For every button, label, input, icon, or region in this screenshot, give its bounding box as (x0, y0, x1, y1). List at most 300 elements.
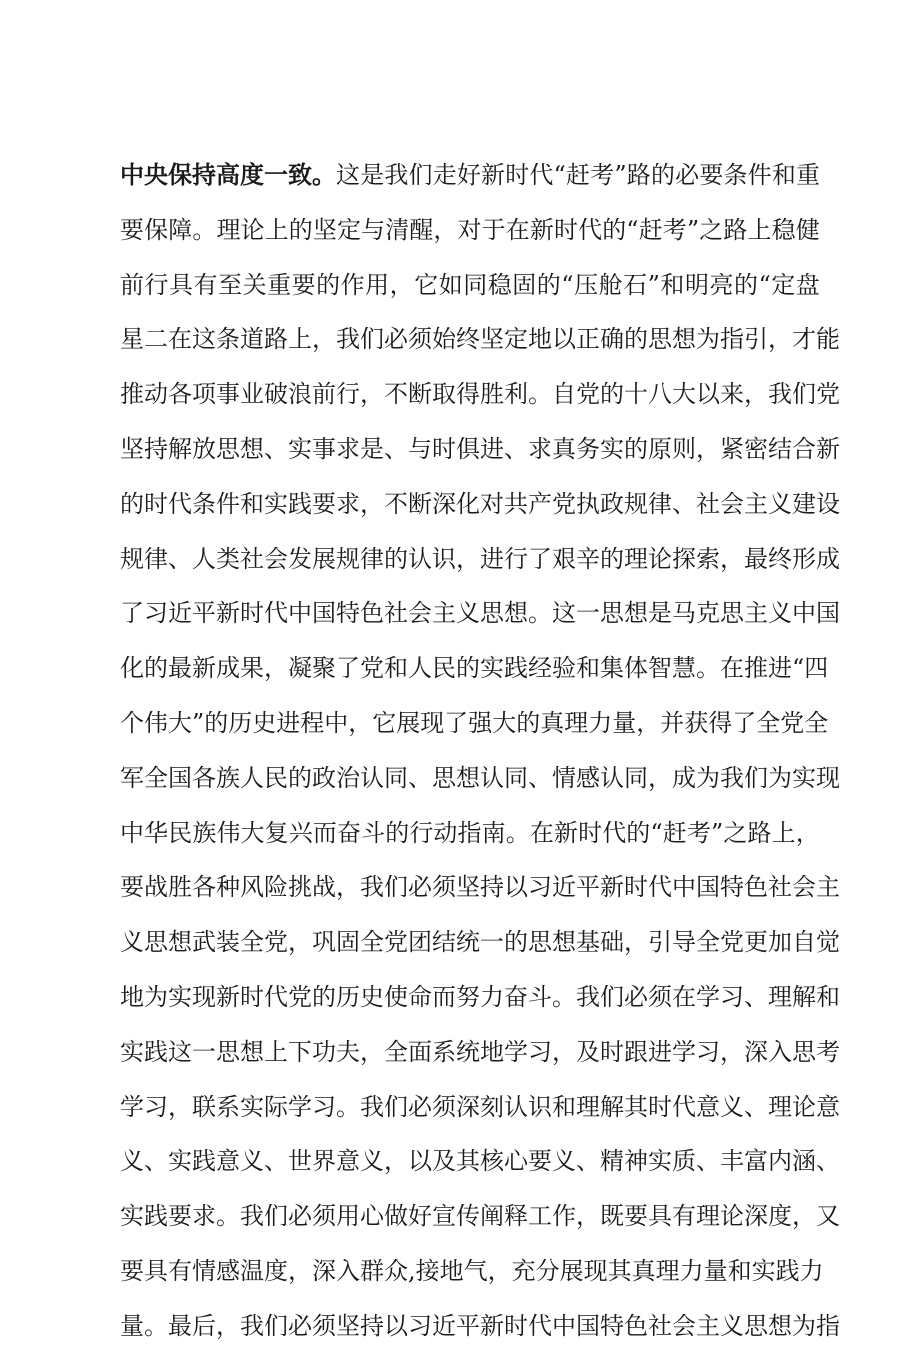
glyph: 慧 (672, 654, 696, 683)
glyph: 众 (384, 1256, 408, 1285)
glyph: 成 (216, 654, 240, 683)
text-line (120, 751, 840, 806)
glyph: 中 (324, 708, 349, 737)
glyph: 党 (360, 654, 384, 683)
glyph: 党 (264, 928, 288, 957)
text-line (120, 1299, 840, 1354)
glyph: 大 (672, 380, 696, 409)
glyph: 同 (624, 763, 648, 792)
glyph: 功 (312, 1037, 336, 1066)
glyph: 践 (192, 1147, 216, 1176)
glyph: 党 (816, 380, 840, 409)
glyph: 其 (456, 1147, 480, 1176)
glyph: 主 (816, 873, 840, 902)
glyph: 浪 (288, 380, 312, 409)
glyph: 社 (648, 1311, 672, 1340)
glyph: 刻 (480, 1092, 504, 1121)
glyph: 上 (264, 1037, 288, 1066)
glyph: 与 (361, 215, 386, 244)
glyph: 时 (240, 982, 264, 1011)
glyph: 感 (576, 763, 600, 792)
glyph: ， (216, 1311, 240, 1340)
glyph: 奋 (336, 818, 361, 847)
glyph: 解 (168, 434, 192, 463)
glyph: 社 (696, 489, 720, 518)
glyph: 践 (288, 489, 312, 518)
glyph: 行 (409, 818, 434, 847)
glyph: 思 (720, 599, 744, 628)
line-text (120, 751, 840, 806)
glyph: 精 (600, 1147, 624, 1176)
glyph: 、 (816, 1147, 840, 1176)
glyph: 动 (433, 818, 458, 847)
glyph: , (408, 1256, 416, 1285)
glyph: 指 (457, 818, 482, 847)
glyph: 习 (696, 1037, 720, 1066)
glyph: 舱 (598, 270, 623, 299)
text-line (120, 1189, 840, 1244)
glyph: 破 (264, 380, 288, 409)
glyph: 实 (240, 1092, 264, 1121)
glyph: 识 (528, 1092, 552, 1121)
glyph: 践 (504, 654, 528, 683)
glyph: 思 (144, 928, 168, 957)
glyph: 艰 (552, 544, 576, 573)
text-line (120, 258, 820, 313)
glyph: 十 (624, 380, 648, 409)
glyph: 有 (672, 1202, 696, 1231)
glyph: ， (384, 1147, 408, 1176)
glyph: 国 (576, 1311, 600, 1340)
glyph: 胜 (168, 873, 192, 902)
glyph: 险 (264, 873, 288, 902)
glyph: 质 (672, 1147, 696, 1176)
glyph: 。 (336, 1092, 360, 1121)
glyph: ， (264, 654, 288, 683)
glyph: 同 (463, 270, 488, 299)
glyph: 障 (168, 215, 193, 244)
glyph: 个 (120, 708, 144, 737)
glyph: 为 (768, 763, 792, 792)
glyph: 工 (528, 1202, 552, 1231)
glyph: ， (552, 1037, 576, 1066)
glyph: 能 (816, 325, 840, 354)
glyph: 结 (432, 928, 456, 957)
glyph: 义 (120, 1147, 144, 1176)
glyph: 代 (264, 982, 288, 1011)
glyph: 会 (408, 599, 432, 628)
glyph: 清 (385, 215, 410, 244)
glyph: 时 (578, 818, 603, 847)
line-text (120, 696, 828, 751)
glyph: 、 (696, 1147, 720, 1176)
glyph: ， (795, 818, 820, 847)
glyph: 关 (242, 270, 267, 299)
line-text (120, 970, 840, 1025)
glyph: 用 (365, 270, 390, 299)
glyph: 理 (576, 1092, 600, 1121)
glyph: 定 (771, 270, 796, 299)
glyph: 这 (192, 325, 216, 354)
glyph: 。 (528, 380, 552, 409)
glyph: 进 (480, 544, 504, 573)
glyph: 践 (144, 1202, 168, 1231)
text-line (120, 586, 840, 641)
glyph: 和 (816, 982, 840, 1011)
glyph: 思 (528, 928, 552, 957)
glyph: 社 (768, 873, 792, 902)
glyph: 近 (552, 873, 576, 902)
glyph: 战 (144, 873, 168, 902)
glyph: 们 (792, 380, 816, 409)
glyph: 思 (216, 1037, 240, 1066)
glyph: ， (576, 1202, 600, 1231)
glyph: 们 (264, 1311, 288, 1340)
glyph: 全 (144, 763, 168, 792)
glyph: ” (711, 818, 724, 847)
glyph: 确 (600, 325, 624, 354)
line-text (120, 1080, 840, 1135)
glyph: 接 (415, 1256, 440, 1285)
glyph: 伟 (216, 818, 241, 847)
glyph: 中 (672, 873, 696, 902)
glyph: 习 (312, 1092, 336, 1121)
glyph: 求 (528, 434, 552, 463)
glyph: 前 (312, 380, 336, 409)
glyph: 我 (336, 325, 360, 354)
glyph: 实 (751, 1256, 776, 1285)
glyph: 特 (600, 1311, 624, 1340)
glyph: 认 (600, 763, 624, 792)
glyph: 成 (672, 763, 696, 792)
glyph: 心 (360, 1202, 384, 1231)
glyph: 行 (336, 380, 360, 409)
glyph: 认 (504, 1092, 528, 1121)
glyph: 深 (744, 1037, 768, 1066)
glyph: ” (614, 161, 627, 189)
glyph: 要 (312, 489, 336, 518)
glyph: 、 (144, 1147, 168, 1176)
glyph: 稳 (771, 215, 796, 244)
glyph: 则 (672, 434, 696, 463)
glyph: 地 (120, 982, 144, 1011)
text-line (120, 477, 840, 532)
glyph: 温 (240, 1256, 264, 1285)
glyph: 断 (408, 380, 432, 409)
body-paragraph (120, 148, 840, 1354)
glyph: 为 (696, 325, 720, 354)
glyph: 对 (480, 489, 504, 518)
glyph: 党 (288, 982, 312, 1011)
glyph: 定 (336, 215, 361, 244)
glyph: 我 (384, 161, 409, 189)
glyph: 认 (360, 763, 384, 792)
glyph: 事 (312, 434, 336, 463)
glyph: 及 (576, 1037, 600, 1066)
glyph: 考 (686, 818, 711, 847)
glyph: 基 (576, 928, 600, 957)
glyph: 果 (240, 654, 264, 683)
glyph: 社 (240, 544, 264, 573)
glyph: ， (360, 380, 384, 409)
glyph: “ (626, 215, 639, 244)
glyph: 的 (626, 818, 651, 847)
glyph: 的 (384, 544, 408, 573)
glyph: 史 (360, 982, 384, 1011)
glyph: 系 (432, 1037, 456, 1066)
glyph: 才 (792, 325, 816, 354)
glyph: 持 (360, 1311, 384, 1340)
glyph: 人 (240, 763, 264, 792)
glyph: 联 (192, 1092, 216, 1121)
glyph: 执 (576, 489, 600, 518)
glyph: 地 (480, 1037, 504, 1066)
glyph: “ (561, 270, 574, 299)
glyph: 八 (648, 380, 672, 409)
glyph: 社 (384, 599, 408, 628)
line-text (120, 1244, 824, 1299)
glyph: 我 (240, 1202, 264, 1231)
glyph: 求 (336, 489, 360, 518)
glyph: 想 (672, 325, 696, 354)
glyph: 量 (612, 708, 637, 737)
glyph: 政 (312, 763, 336, 792)
glyph: 义 (768, 489, 792, 518)
glyph: 复 (264, 818, 289, 847)
glyph: 心 (504, 1147, 528, 1176)
glyph: 武 (192, 928, 216, 957)
glyph: 务 (576, 434, 600, 463)
glyph: 和 (660, 270, 685, 299)
glyph: 以 (552, 325, 576, 354)
glyph: 实 (120, 1037, 144, 1066)
line-text (120, 532, 840, 587)
glyph: 界 (312, 1147, 336, 1176)
glyph: 进 (648, 1037, 672, 1066)
glyph: 必 (288, 1202, 312, 1231)
glyph: 义 (720, 1311, 744, 1340)
glyph: 、 (264, 1147, 288, 1176)
glyph: ， (792, 1202, 816, 1231)
glyph: 时 (553, 215, 578, 244)
glyph: 重 (267, 270, 292, 299)
glyph: 定 (504, 325, 528, 354)
glyph: 了 (336, 654, 360, 683)
glyph: 新 (553, 818, 578, 847)
glyph: 要 (624, 1202, 648, 1231)
glyph: 成 (816, 544, 840, 573)
glyph: 最 (744, 544, 768, 573)
glyph: 大 (492, 708, 517, 737)
glyph: 理 (624, 544, 648, 573)
glyph: 涵 (792, 1147, 816, 1176)
glyph: 时 (648, 1092, 672, 1121)
glyph: 主 (696, 1311, 720, 1340)
glyph: 础 (600, 928, 624, 957)
glyph: 会 (672, 1311, 696, 1340)
line-text (120, 1299, 840, 1354)
text-line (120, 367, 840, 422)
glyph: 要 (528, 1147, 552, 1176)
glyph: 体 (624, 654, 648, 683)
glyph: 新 (192, 654, 216, 683)
glyph: 解 (792, 982, 816, 1011)
glyph: 斗 (361, 818, 386, 847)
glyph: 自 (792, 928, 816, 957)
glyph: 新 (480, 1311, 504, 1340)
glyph: 展 (312, 544, 336, 573)
glyph: 利 (504, 380, 528, 409)
glyph: 团 (408, 928, 432, 957)
glyph: 历 (336, 982, 360, 1011)
glyph: 须 (312, 1202, 336, 1231)
glyph: 情 (192, 1256, 216, 1285)
glyph: 现 (192, 982, 216, 1011)
glyph: 新 (816, 434, 840, 463)
glyph: 认 (408, 544, 432, 573)
glyph: 思 (744, 1311, 768, 1340)
glyph: 于 (481, 215, 506, 244)
glyph: 同 (384, 763, 408, 792)
glyph: ， (768, 325, 792, 354)
glyph: 持 (144, 434, 168, 463)
glyph: 族 (192, 818, 217, 847)
glyph: 的 (536, 270, 561, 299)
glyph: 近 (168, 599, 192, 628)
glyph: 以 (504, 873, 528, 902)
glyph: 努 (456, 982, 480, 1011)
glyph: 义 (720, 1092, 744, 1121)
glyph: 主 (744, 489, 768, 518)
glyph: 全 (360, 928, 384, 957)
glyph: 考 (590, 161, 615, 189)
line-text (120, 860, 840, 915)
glyph: 引 (744, 325, 768, 354)
glyph: ， (168, 1092, 192, 1121)
glyph: 、 (504, 434, 528, 463)
glyph: 实 (480, 654, 504, 683)
glyph: 装 (216, 928, 240, 957)
glyph: 、 (576, 1147, 600, 1176)
lead-bold-text: 中央保持高度一致。 (120, 161, 336, 189)
glyph: 进 (768, 654, 792, 683)
glyph: 如 (438, 270, 463, 299)
glyph: 路 (626, 161, 651, 189)
text-line (120, 1080, 840, 1135)
glyph: 力 (679, 1256, 704, 1285)
glyph: 量 (120, 1311, 144, 1340)
glyph: 代 (528, 1311, 552, 1340)
glyph: 马 (672, 599, 696, 628)
glyph: 了 (120, 599, 144, 628)
glyph: 真 (540, 708, 565, 737)
text-line (120, 1244, 824, 1299)
glyph: 理 (655, 1256, 680, 1285)
glyph: 胜 (480, 380, 504, 409)
glyph: 时 (240, 599, 264, 628)
glyph: 是 (648, 599, 672, 628)
glyph: 巩 (312, 928, 336, 957)
glyph: 压 (574, 270, 599, 299)
glyph: 赶 (638, 215, 663, 244)
glyph: 丰 (720, 1147, 744, 1176)
glyph: 代 (168, 489, 192, 518)
glyph: 代 (529, 161, 554, 189)
glyph: 的 (288, 763, 312, 792)
glyph: 强 (468, 708, 493, 737)
glyph: 必 (408, 1092, 432, 1121)
glyph: 、 (408, 763, 432, 792)
glyph: ” (192, 708, 205, 737)
glyph: 平 (192, 599, 216, 628)
glyph: 集 (600, 654, 624, 683)
glyph: 代 (264, 599, 288, 628)
glyph: 华 (144, 818, 169, 847)
glyph: 考 (816, 1037, 840, 1066)
glyph: 密 (744, 434, 768, 463)
glyph: 亮 (709, 270, 734, 299)
glyph: “ (553, 161, 566, 189)
glyph: 凝 (288, 654, 312, 683)
glyph: 论 (720, 1202, 744, 1231)
glyph: 度 (768, 1202, 792, 1231)
glyph: 建 (792, 489, 816, 518)
glyph: 验 (552, 654, 576, 683)
glyph: 下 (288, 1037, 312, 1066)
glyph: 明 (684, 270, 709, 299)
glyph: 政 (600, 489, 624, 518)
line-text (120, 1025, 840, 1080)
glyph: 类 (216, 544, 240, 573)
glyph: 不 (384, 489, 408, 518)
glyph: 全 (756, 708, 781, 737)
glyph: 学 (120, 1092, 144, 1121)
glyph: 习 (528, 1037, 552, 1066)
glyph: 党 (576, 380, 600, 409)
glyph: 推 (744, 654, 768, 683)
glyph: 史 (252, 708, 277, 737)
glyph: 、 (744, 1092, 768, 1121)
glyph: 代 (578, 215, 603, 244)
glyph: 化 (456, 489, 480, 518)
glyph: 全 (240, 928, 264, 957)
glyph: 坚 (456, 873, 480, 902)
glyph: 入 (336, 1256, 360, 1285)
glyph: 时 (505, 161, 530, 189)
glyph: 使 (384, 982, 408, 1011)
glyph: “ (792, 654, 805, 683)
glyph: 真 (631, 1256, 656, 1285)
glyph: 盘 (795, 270, 820, 299)
glyph: 智 (648, 654, 672, 683)
glyph: 俱 (456, 434, 480, 463)
glyph: 健 (795, 215, 820, 244)
glyph: 在 (672, 982, 696, 1011)
glyph: 论 (648, 544, 672, 573)
glyph: 色 (624, 1311, 648, 1340)
glyph: 色 (360, 599, 384, 628)
glyph: 程 (300, 708, 325, 737)
glyph: 前 (120, 270, 144, 299)
line-text (120, 258, 820, 313)
glyph: 、 (528, 763, 552, 792)
glyph: 意 (816, 1092, 840, 1121)
glyph: 种 (216, 873, 240, 902)
glyph: 民 (432, 654, 456, 683)
glyph: 化 (120, 654, 144, 683)
glyph: 要 (168, 1202, 192, 1231)
glyph: 意 (336, 1147, 360, 1176)
